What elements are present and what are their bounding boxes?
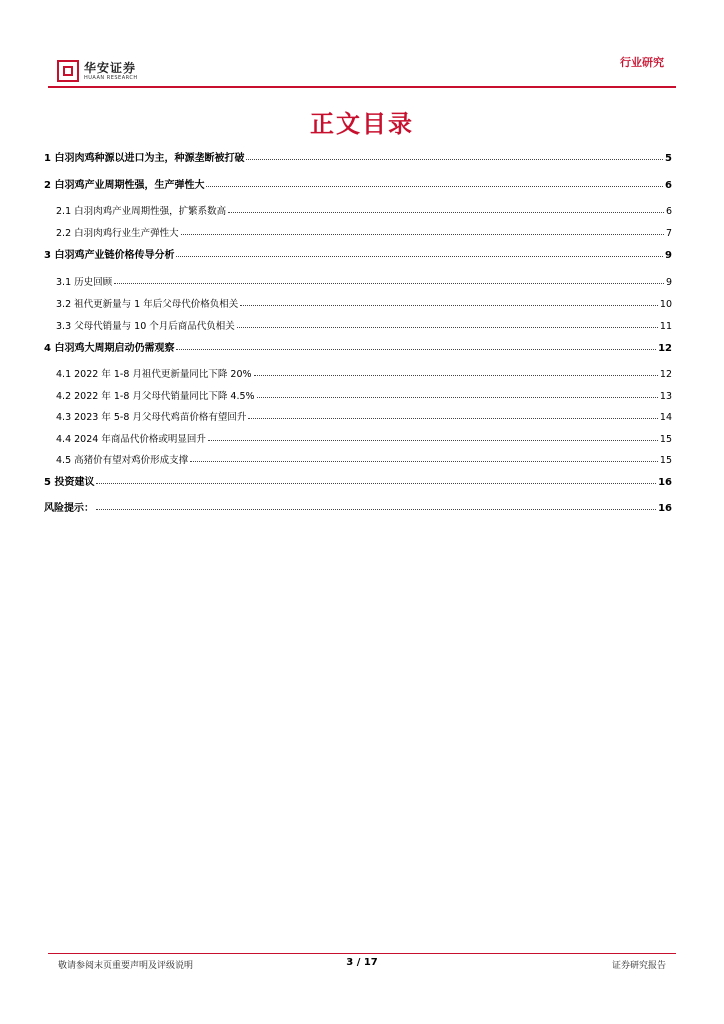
toc-entry[interactable] — [44, 427, 672, 445]
toc-entry-title: 2.1 白羽肉鸡产业周期性强，扩繁系数高 — [56, 206, 227, 217]
toc-leader-dots — [246, 159, 663, 160]
toc-entry-page: 10 — [659, 299, 672, 310]
header-divider — [48, 86, 676, 88]
toc-entry[interactable] — [44, 221, 672, 239]
toc-entry[interactable] — [44, 173, 672, 191]
toc-leader-dots — [190, 461, 658, 462]
toc-entry[interactable] — [44, 199, 672, 217]
toc-entry[interactable] — [44, 146, 672, 164]
toc-entry[interactable] — [44, 362, 672, 380]
toc-entry-title: 3.1 历史回顾 — [56, 277, 113, 288]
toc-entry-page: 15 — [659, 434, 672, 445]
toc-leader-dots — [208, 440, 658, 441]
toc-leader-dots — [237, 327, 658, 328]
toc-entry[interactable] — [44, 448, 672, 466]
toc-entry-page: 11 — [659, 321, 672, 332]
toc-entry-title: 3.2 祖代更新量与 1 年后父母代价格负相关 — [56, 299, 239, 310]
toc-entry-title: 5 投资建议 — [44, 477, 95, 488]
toc-leader-dots — [96, 509, 656, 510]
toc-entry-title: 4.4 2024 年商品代价格或明显回升 — [56, 434, 206, 445]
toc-leader-dots — [114, 283, 664, 284]
toc-entry[interactable] — [44, 336, 672, 354]
toc-entry-title: 4.3 2023 年 5-8 月父母代鸡苗价格有望回升 — [56, 412, 247, 423]
toc-entry-page: 9 — [665, 277, 672, 288]
toc-leader-dots — [257, 397, 658, 398]
toc-entry-page: 16 — [658, 503, 672, 514]
toc-entry-title: 3 白羽鸡产业链价格传导分析 — [44, 250, 175, 261]
footer-divider — [48, 953, 676, 954]
logo-name: 华安证券 — [84, 61, 137, 75]
toc-leader-dots — [176, 349, 656, 350]
page-title: 正文目录 — [310, 110, 414, 138]
toc-entry-page: 6 — [665, 206, 672, 217]
toc-entry-title: 1 白羽肉鸡种源以进口为主，种源垄断被打破 — [44, 153, 245, 164]
toc-leader-dots — [254, 375, 658, 376]
document-type: 行业研究 — [620, 56, 664, 69]
seal-icon — [57, 60, 79, 82]
toc-entry-title: 2.2 白羽肉鸡行业生产弹性大 — [56, 228, 179, 239]
toc-entry-page: 12 — [659, 369, 672, 380]
toc-entry[interactable] — [44, 405, 672, 423]
toc-entry-page: 14 — [659, 412, 672, 423]
footer-report-type: 证券研究报告 — [611, 961, 666, 971]
toc-entry-page: 16 — [658, 477, 672, 488]
toc-entry-title: 3.3 父母代销量与 10 个月后商品代负相关 — [56, 321, 235, 332]
toc-entry[interactable] — [44, 496, 672, 514]
page-number: 3 / 17 — [346, 957, 378, 968]
toc-leader-dots — [96, 483, 656, 484]
toc-entry-page: 15 — [659, 455, 672, 466]
toc-entry-title: 4.2 2022 年 1-8 月父母代销量同比下降 4.5% — [56, 391, 255, 402]
company-logo — [57, 58, 147, 86]
toc-entry[interactable] — [44, 270, 672, 288]
toc-entry-page: 5 — [665, 153, 672, 164]
toc-entry-page: 7 — [665, 228, 672, 239]
toc-entry[interactable] — [44, 292, 672, 310]
toc-leader-dots — [181, 234, 664, 235]
toc-leader-dots — [176, 256, 663, 257]
toc-entry-page: 9 — [665, 250, 672, 261]
toc-leader-dots — [240, 305, 658, 306]
toc-leader-dots — [248, 418, 658, 419]
toc-leader-dots — [206, 186, 663, 187]
toc-entry-title: 4 白羽鸡大周期启动仍需观察 — [44, 343, 175, 354]
toc-entry[interactable] — [44, 314, 672, 332]
toc-entry-title: 4.1 2022 年 1-8 月祖代更新量同比下降 20% — [56, 369, 252, 380]
toc-leader-dots — [228, 212, 664, 213]
toc-entry-title: 风险提示： — [44, 503, 94, 514]
toc-entry-page: 13 — [659, 391, 672, 402]
footer-disclaimer: 敬请参阅末页重要声明及评级说明 — [58, 961, 194, 971]
toc-entry[interactable] — [44, 384, 672, 402]
toc-entry-page: 6 — [665, 180, 672, 191]
toc-entry[interactable] — [44, 470, 672, 488]
page-header — [0, 0, 724, 90]
toc-entry-title: 2 白羽鸡产业周期性强，生产弹性大 — [44, 180, 205, 191]
logo-subtitle: HUAAN RESEARCH — [84, 75, 138, 81]
toc-entry-page: 12 — [658, 343, 672, 354]
toc-entry-title: 4.5 高猪价有望对鸡价形成支撑 — [56, 455, 189, 466]
toc-entry[interactable] — [44, 243, 672, 261]
